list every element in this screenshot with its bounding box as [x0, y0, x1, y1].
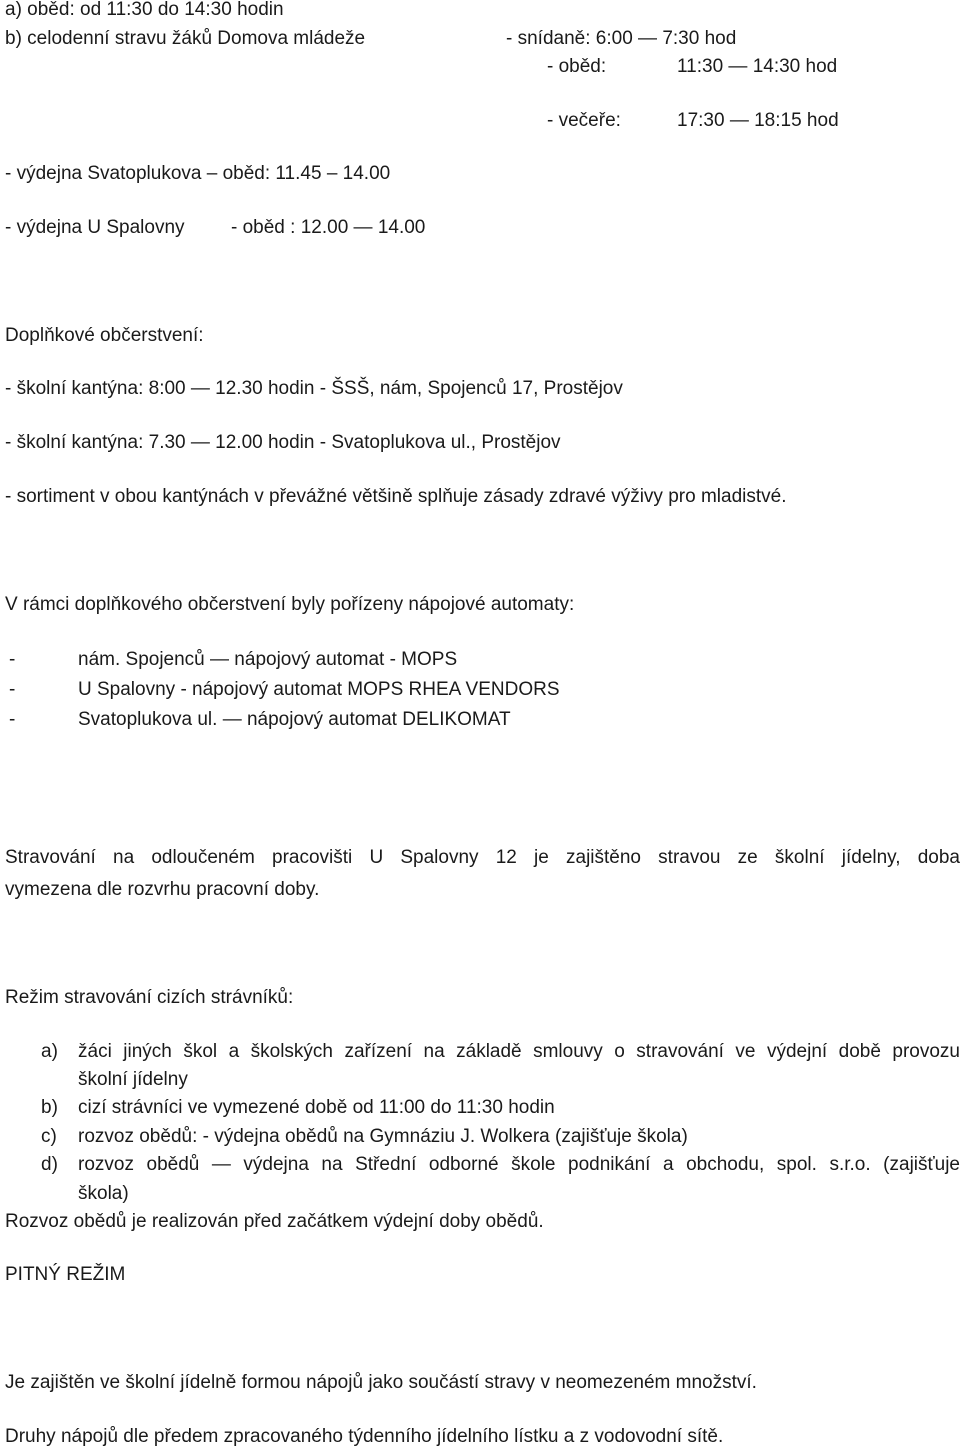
- vending-heading: V rámci doplňkového občerstvení byly pořízeny nápojové automaty:: [5, 594, 575, 615]
- lunch-time: 11:30 — 14:30 hod: [677, 56, 838, 77]
- assortment-note: - sortiment v obou kantýnách v převážné většině splňuje zásady zdravé výživy pro mladistvé.: [5, 486, 787, 507]
- canteen-line-2: - školní kantýna: 7.30 — 12.00 hodin - Svatoplukova ul., Prostějov: [5, 432, 561, 453]
- vending-item-dash: -: [9, 679, 16, 700]
- refreshments-heading: Doplňkové občerstvení:: [5, 325, 204, 346]
- external-item-a-line-1: žáci jiných škol a školských zařízení na základě smlouvy o stravování ve výdejní době provozu: [78, 1041, 960, 1062]
- external-item-a-line-2: školní jídelny: [78, 1069, 188, 1090]
- meal-item-a: a) oběd: od 11:30 do 14:30 hodin: [5, 0, 284, 20]
- vending-item: nám. Spojenců — nápojový automat - MOPS: [78, 649, 458, 670]
- list-marker-d: d): [41, 1154, 58, 1175]
- external-diners-heading: Režim stravování cizích strávníků:: [5, 987, 294, 1008]
- drinking-paragraph-2: Druhy nápojů dle předem zpracovaného týdenního jídelního lístku a z vodovodní sítě.: [5, 1426, 724, 1447]
- lunch-label: - oběd:: [547, 56, 607, 77]
- canteen-line-1: - školní kantýna: 8:00 — 12.30 hodin - ŠSŠ, nám, Spojenců 17, Prostějov: [5, 378, 623, 399]
- outlet-u-spalovny-time: - oběd : 12.00 — 14.00: [231, 217, 426, 238]
- vending-item: Svatoplukova ul. — nápojový automat DELIKOMAT: [78, 709, 511, 730]
- detached-site-line-1: Stravování na odloučeném pracovišti U Spalovny 12 je zajištěno stravou ze školní jídelny, doba: [5, 847, 960, 868]
- vending-item-dash: -: [9, 709, 16, 730]
- external-item-b: cizí strávníci ve vymezené době od 11:00 do 11:30 hodin: [78, 1097, 555, 1118]
- vending-item-dash: -: [9, 649, 16, 670]
- detached-site-line-2: vymezena dle rozvrhu pracovní doby.: [5, 879, 320, 900]
- external-item-d-line-2: škola): [78, 1183, 129, 1204]
- list-marker-b: b): [41, 1097, 58, 1118]
- drinking-paragraph-1: Je zajištěn ve školní jídelně formou nápojů jako součástí stravy v neomezeném množství.: [5, 1372, 757, 1393]
- dinner-time: 17:30 — 18:15 hod: [677, 110, 839, 131]
- meal-item-b: b) celodenní stravu žáků Domova mládeže: [5, 28, 366, 49]
- list-marker-c: c): [41, 1126, 57, 1147]
- external-item-c: rozvoz obědů: - výdejna obědů na Gymnáziu J. Wolkera (zajišťuje škola): [78, 1126, 688, 1147]
- breakfast-time: - snídaně: 6:00 — 7:30 hod: [506, 28, 737, 49]
- vending-item: U Spalovny - nápojový automat MOPS RHEA VENDORS: [78, 679, 560, 700]
- external-item-d-line-1: rozvoz obědů — výdejna na Střední odborné škole podnikání a obchodu, spol. s.r.o. (zajišťuje: [78, 1154, 960, 1175]
- outlet-u-spalovny: - výdejna U Spalovny: [5, 217, 185, 238]
- delivery-note: Rozvoz obědů je realizován před začátkem výdejní doby obědů.: [5, 1211, 544, 1232]
- drinking-heading: PITNÝ REŽIM: [5, 1264, 126, 1285]
- dinner-label: - večeře:: [547, 110, 621, 131]
- outlet-svatoplukova: - výdejna Svatoplukova – oběd: 11.45 – 14.00: [5, 163, 391, 184]
- list-marker-a: a): [41, 1041, 58, 1062]
